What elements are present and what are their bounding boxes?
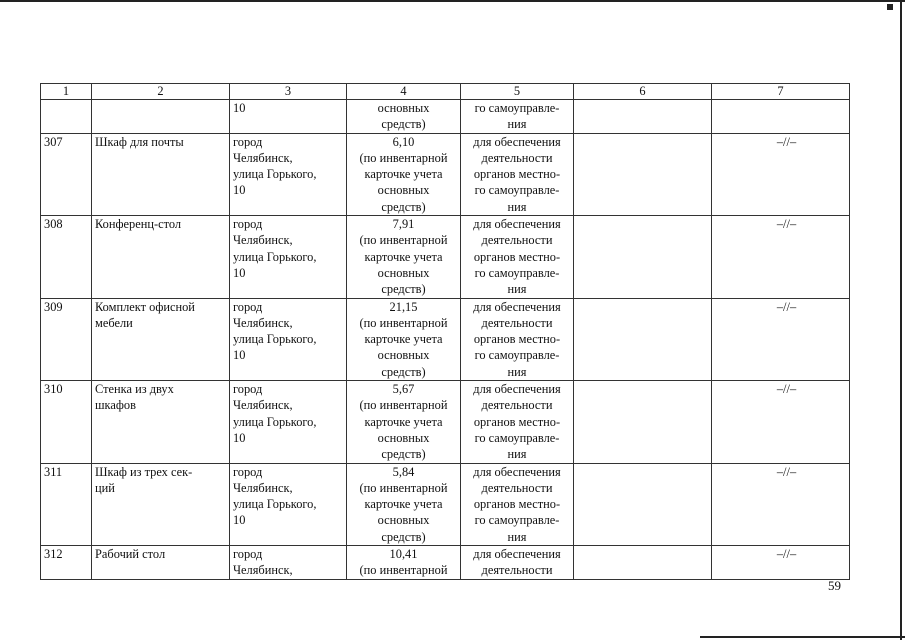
purpose-line: для обеспечения <box>473 299 561 314</box>
cell-cost <box>347 381 461 463</box>
col-header-5: 5 <box>461 84 574 100</box>
basis-text: –//– <box>776 382 797 397</box>
address-line: улица Горького, <box>233 249 317 264</box>
cell-num <box>41 100 92 134</box>
scan-edge-top <box>0 0 905 2</box>
scan-edge-bottom <box>700 636 905 638</box>
cell-address <box>230 216 347 298</box>
cell-purpose <box>461 216 574 298</box>
purpose-line: го самоуправле- <box>474 265 560 280</box>
name-line: Конференц-стол <box>95 217 182 232</box>
cell-basis <box>712 133 850 215</box>
address-line: город <box>233 217 263 232</box>
cost-line: средств) <box>381 529 426 544</box>
table-row <box>41 298 850 380</box>
cost-line: средств) <box>381 447 426 462</box>
cell-purpose <box>461 546 574 580</box>
cell-cost <box>347 100 461 134</box>
address-line: Челябинск, <box>233 480 293 495</box>
cell-cost <box>347 133 461 215</box>
address-line: Челябинск, <box>233 315 293 330</box>
purpose-line: деятельности <box>481 233 553 248</box>
cost-line: средств) <box>381 199 426 214</box>
cell-num: 311 <box>41 463 92 545</box>
name-line: ций <box>95 480 115 495</box>
cost-line: (по инвентарной <box>359 480 448 495</box>
cell-cost <box>347 463 461 545</box>
cell-basis <box>712 463 850 545</box>
purpose-line: ния <box>507 117 527 132</box>
name-line: Стенка из двух <box>95 382 174 397</box>
address-line: 10 <box>233 348 246 363</box>
cell-col6 <box>574 216 712 298</box>
address-line: Челябинск, <box>233 150 293 165</box>
header-row <box>41 84 850 100</box>
table-row <box>41 546 850 580</box>
cost-line: 7,91 <box>392 217 415 232</box>
cost-line: основных <box>377 348 430 363</box>
purpose-line: деятельности <box>481 563 553 578</box>
purpose-line: органов местно- <box>473 414 561 429</box>
cost-line: карточке учета <box>364 332 443 347</box>
address-line: город <box>233 134 263 149</box>
address-line: город <box>233 299 263 314</box>
cell-purpose <box>461 298 574 380</box>
purpose-line: для обеспечения <box>473 464 561 479</box>
address-line: улица Горького, <box>233 332 317 347</box>
address-line: улица Горького, <box>233 167 317 182</box>
cost-line: 10,41 <box>389 547 418 562</box>
basis-text: –//– <box>776 299 797 314</box>
property-table <box>40 83 850 580</box>
table-row <box>41 216 850 298</box>
cost-line: основных <box>377 183 430 198</box>
cost-line: (по инвентарной <box>359 398 448 413</box>
cell-col6 <box>574 546 712 580</box>
purpose-line: органов местно- <box>473 249 561 264</box>
address-line: улица Горького, <box>233 414 317 429</box>
cell-address <box>230 381 347 463</box>
purpose-line: для обеспечения <box>473 217 561 232</box>
cell-num: 308 <box>41 216 92 298</box>
name-line: шкафов <box>95 398 136 413</box>
address-line: 10 <box>233 183 246 198</box>
scan-edge-right <box>900 0 902 640</box>
address-line: 10 <box>233 101 246 115</box>
table-row <box>41 381 850 463</box>
purpose-line: деятельности <box>481 398 553 413</box>
cost-line: средств) <box>381 282 426 297</box>
purpose-line: го самоуправле- <box>474 348 560 363</box>
cell-num: 310 <box>41 381 92 463</box>
cell-col6 <box>574 100 712 134</box>
purpose-line: го самоуправле- <box>474 183 560 198</box>
cost-line: средств) <box>381 364 426 379</box>
cost-line: основных <box>377 101 430 115</box>
cell-name <box>92 216 230 298</box>
purpose-line: для обеспечения <box>473 134 561 149</box>
address-line: 10 <box>233 430 246 445</box>
cell-basis <box>712 546 850 580</box>
cell-basis <box>712 381 850 463</box>
cell-address <box>230 298 347 380</box>
purpose-line: органов местно- <box>473 332 561 347</box>
address-line: 10 <box>233 265 246 280</box>
purpose-line: ния <box>507 199 527 214</box>
basis-text: –//– <box>776 464 797 479</box>
address-line: Челябинск, <box>233 563 293 578</box>
cell-purpose <box>461 133 574 215</box>
purpose-line: органов местно- <box>473 497 561 512</box>
col-header-6: 6 <box>574 84 712 100</box>
cost-line: (по инвентарной <box>359 315 448 330</box>
cost-line: средств) <box>381 117 426 132</box>
cell-col6 <box>574 133 712 215</box>
scan-speck <box>887 4 893 10</box>
col-header-7: 7 <box>712 84 850 100</box>
cell-name <box>92 463 230 545</box>
cost-line: основных <box>377 513 430 528</box>
cost-line: основных <box>377 430 430 445</box>
cost-line: основных <box>377 265 430 280</box>
name-line: Шкаф из трех сек- <box>95 464 193 479</box>
cell-cost <box>347 546 461 580</box>
cell-purpose <box>461 100 574 134</box>
cost-line: 5,67 <box>392 382 415 397</box>
cost-line: (по инвентарной <box>359 150 448 165</box>
col-header-4: 4 <box>347 84 461 100</box>
col-header-1: 1 <box>41 84 92 100</box>
cell-name <box>92 100 230 134</box>
cell-address <box>230 133 347 215</box>
cell-basis <box>712 100 850 134</box>
cell-col6 <box>574 298 712 380</box>
cost-line: 5,84 <box>392 464 415 479</box>
purpose-line: ния <box>507 364 527 379</box>
cell-basis <box>712 216 850 298</box>
cost-line: карточке учета <box>364 497 443 512</box>
cost-line: карточке учета <box>364 249 443 264</box>
address-line: Челябинск, <box>233 398 293 413</box>
cell-col6 <box>574 381 712 463</box>
address-line: 10 <box>233 513 246 528</box>
purpose-line: ния <box>507 529 527 544</box>
cell-col6 <box>574 463 712 545</box>
cell-address <box>230 463 347 545</box>
table-row <box>41 463 850 545</box>
cost-line: (по инвентарной <box>359 233 448 248</box>
cost-line: 21,15 <box>389 299 418 314</box>
cost-line: (по инвентарной <box>359 563 448 578</box>
cell-address <box>230 100 347 134</box>
purpose-line: ния <box>507 282 527 297</box>
cell-num: 309 <box>41 298 92 380</box>
name-line: Рабочий стол <box>95 547 166 562</box>
address-line: город <box>233 382 263 397</box>
purpose-line: для обеспечения <box>473 382 561 397</box>
cell-purpose <box>461 381 574 463</box>
purpose-line: деятельности <box>481 315 553 330</box>
name-line: Шкаф для почты <box>95 134 184 149</box>
basis-text: –//– <box>776 217 797 232</box>
cost-line: 6,10 <box>392 134 415 149</box>
purpose-line: го самоуправле- <box>474 513 560 528</box>
purpose-line: деятельности <box>481 150 553 165</box>
cell-name <box>92 133 230 215</box>
address-line: город <box>233 464 263 479</box>
cell-name <box>92 298 230 380</box>
cell-name <box>92 546 230 580</box>
purpose-line: ния <box>507 447 527 462</box>
cell-name <box>92 381 230 463</box>
address-line: Челябинск, <box>233 233 293 248</box>
purpose-line: го самоуправле- <box>474 101 560 115</box>
cost-line: карточке учета <box>364 167 443 182</box>
page-number: 59 <box>828 578 841 593</box>
cell-num: 312 <box>41 546 92 580</box>
col-header-3: 3 <box>230 84 347 100</box>
address-line: улица Горького, <box>233 497 317 512</box>
cell-cost <box>347 216 461 298</box>
continuation-row <box>41 100 850 134</box>
purpose-line: деятельности <box>481 480 553 495</box>
cell-num: 307 <box>41 133 92 215</box>
purpose-line: органов местно- <box>473 167 561 182</box>
table-row <box>41 133 850 215</box>
col-header-2: 2 <box>92 84 230 100</box>
purpose-line: го самоуправле- <box>474 430 560 445</box>
name-line: мебели <box>95 315 133 330</box>
cell-address <box>230 546 347 580</box>
basis-text: –//– <box>776 547 797 562</box>
cost-line: карточке учета <box>364 414 443 429</box>
cell-cost <box>347 298 461 380</box>
purpose-line: для обеспечения <box>473 547 561 562</box>
basis-text: –//– <box>776 134 797 149</box>
name-line: Комплект офисной <box>95 299 195 314</box>
cell-purpose <box>461 463 574 545</box>
address-line: город <box>233 547 263 562</box>
cell-basis <box>712 298 850 380</box>
